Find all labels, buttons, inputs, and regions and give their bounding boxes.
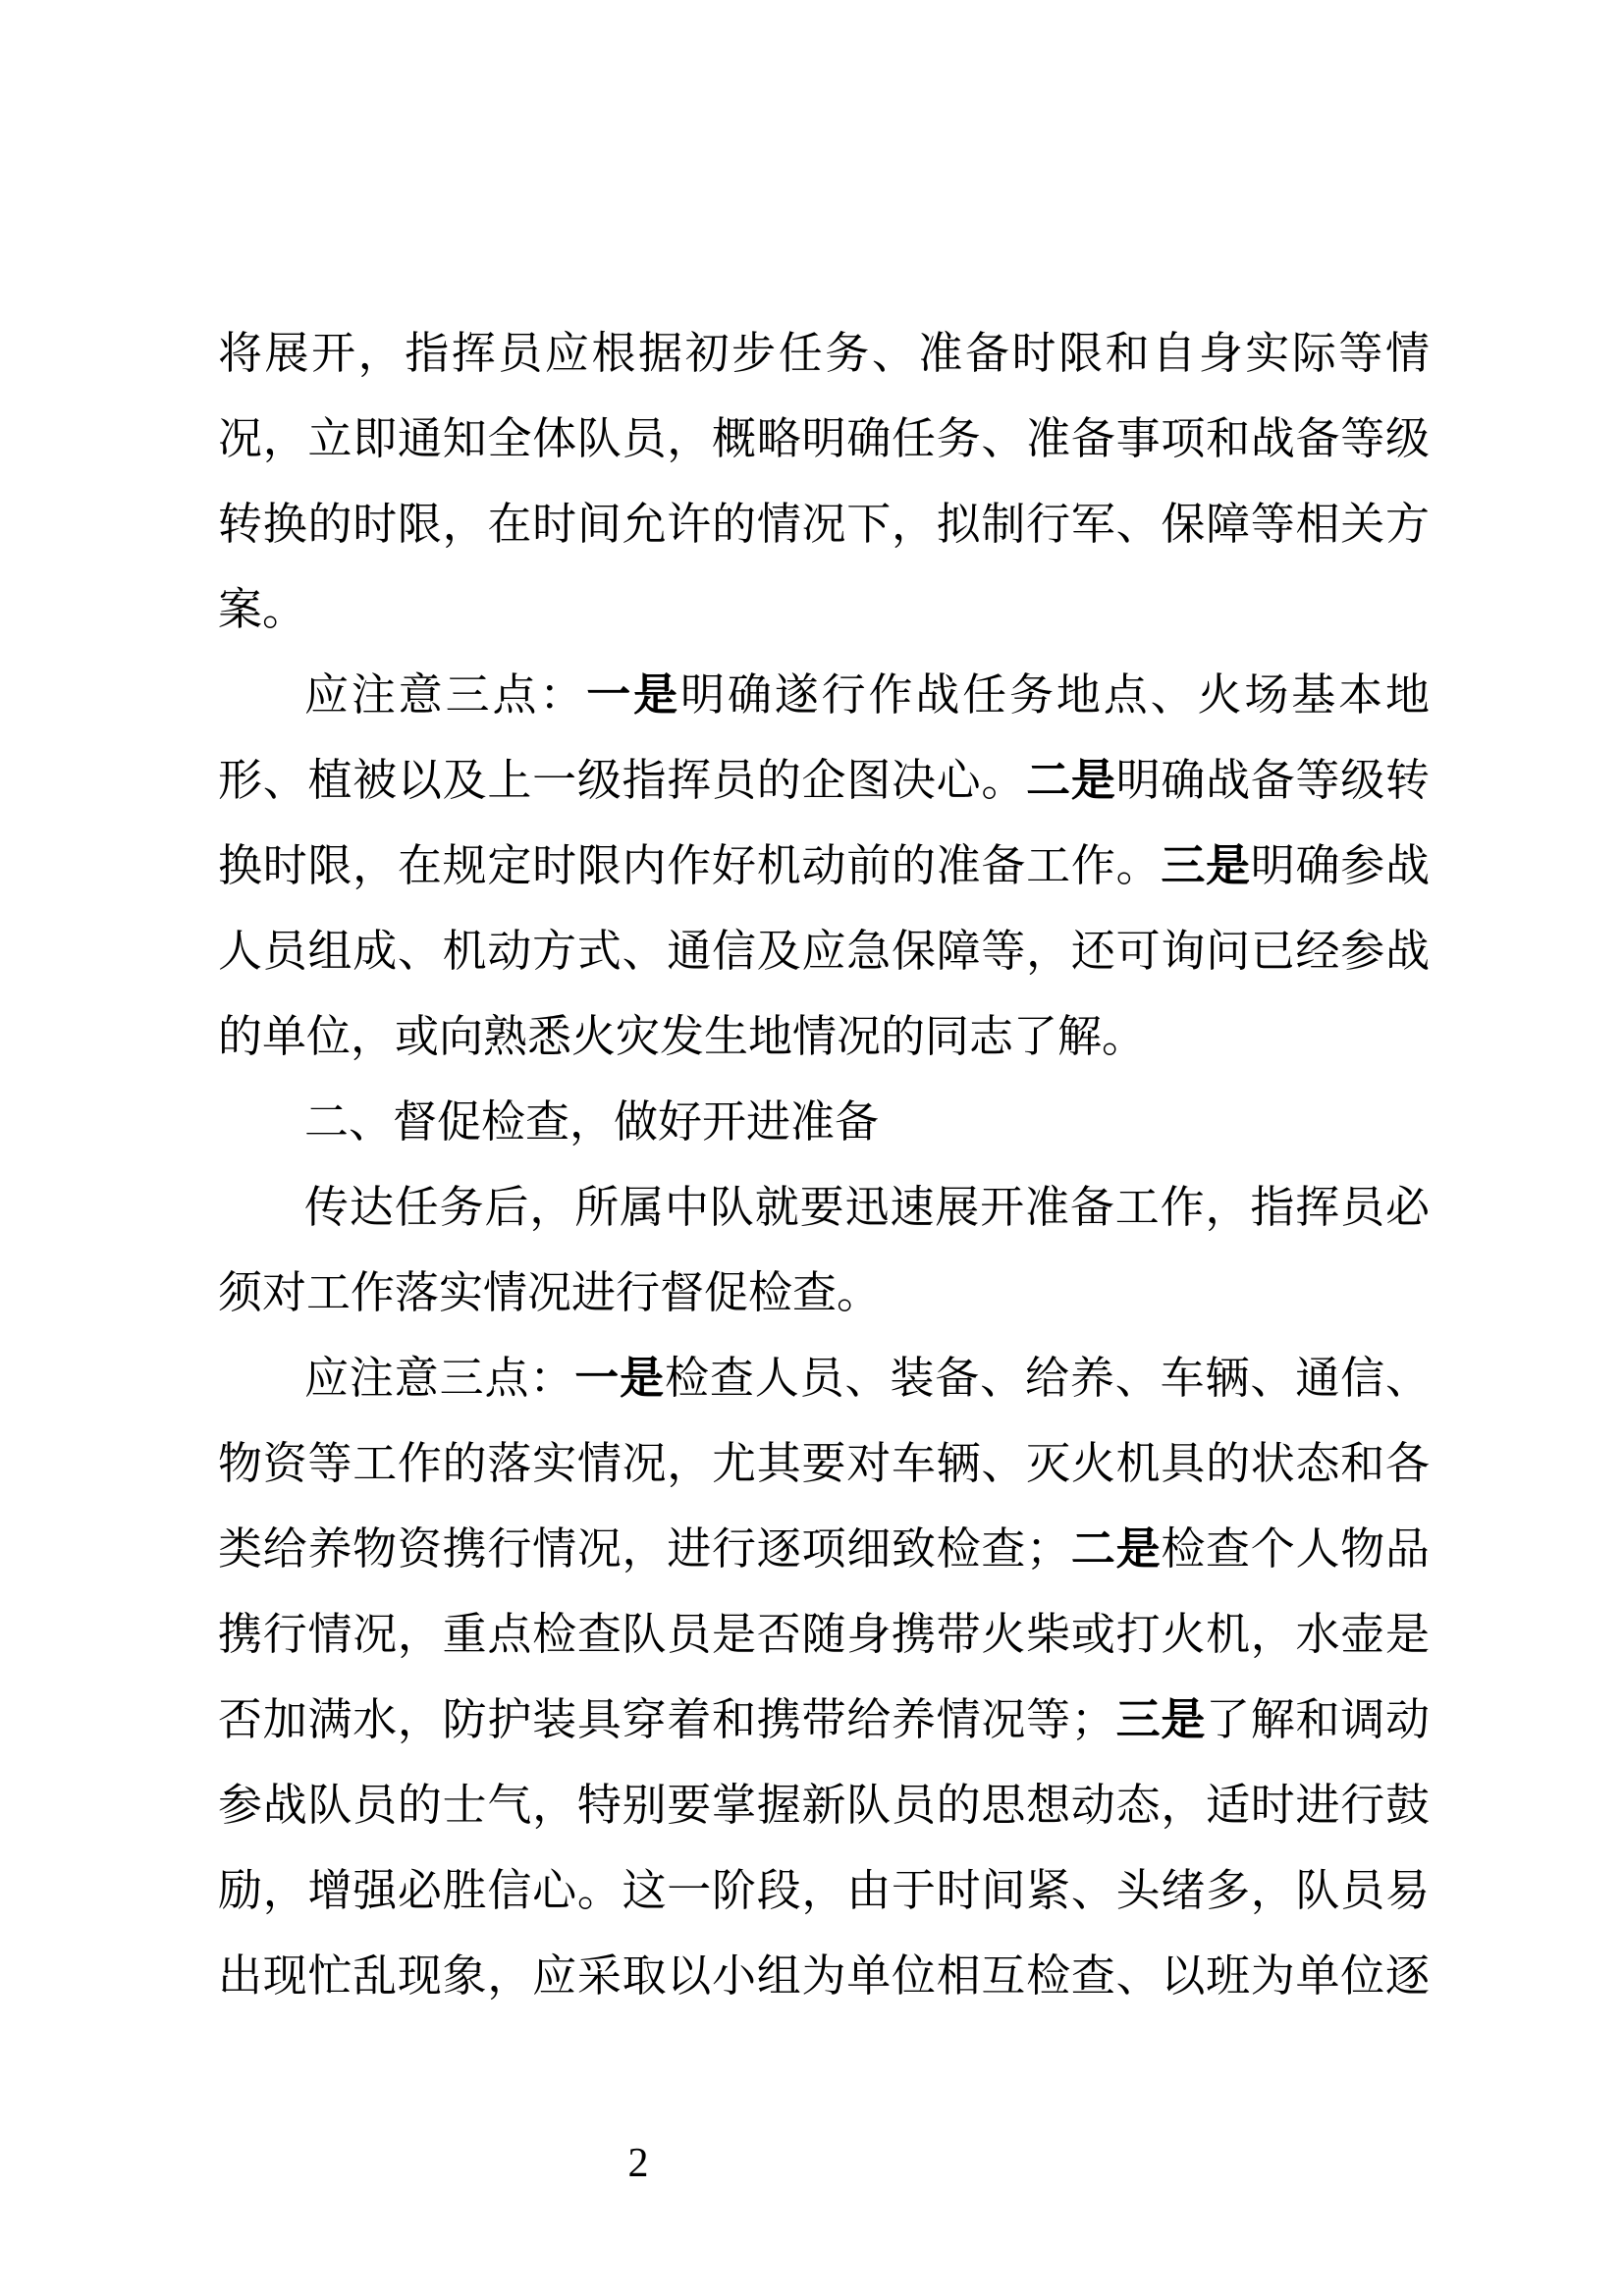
text-run: 出现忙乱现象，应采取以小组为单位相互检查、以班为单位逐: [218, 1949, 1430, 2002]
text-line: [218, 1250, 1430, 1335]
text-line: [218, 1762, 1430, 1847]
text-line: [218, 908, 1430, 993]
text-run: 明确参战: [1250, 839, 1430, 891]
text-line: [218, 566, 1430, 652]
text-line: [218, 1847, 1430, 1933]
text-run: 携行情况，重点检查队员是否随身携带火柴或打火机，水壶是: [218, 1608, 1430, 1660]
text-run: 应注意三点：: [304, 1352, 575, 1404]
text-line: [218, 1335, 1430, 1420]
text-run: 应注意三点：: [304, 668, 587, 721]
text-run: 明确遂行作战任务地点、火场基本地: [679, 668, 1430, 721]
text-line: [218, 1677, 1430, 1762]
text-run: 换时限，在规定时限内作好机动前的准备工作。: [218, 839, 1162, 891]
text-line: [218, 1420, 1430, 1506]
text-run: 检查人员、装备、给养、车辆、通信、: [665, 1352, 1430, 1404]
text-line: [218, 1506, 1430, 1591]
text-run: 否加满水，防护装具穿着和携带给养情况等；: [218, 1693, 1115, 1745]
text-run: 传达任务后，所属中队就要迅速展开准备工作，指挥员必: [304, 1181, 1430, 1233]
text-line: [218, 1079, 1430, 1164]
text-line: [218, 396, 1430, 481]
text-run: 二、督促检查，做好开进准备: [304, 1095, 880, 1148]
text-run: 物资等工作的落实情况，尤其要对车辆、灭火机具的状态和各: [218, 1437, 1430, 1489]
text-line: [218, 1933, 1430, 2018]
text-line: [218, 310, 1430, 396]
text-run: 转换的时限，在时间允许的情况下，拟制行军、保障等相关方: [218, 498, 1430, 550]
text-run: 检查个人物品: [1161, 1522, 1430, 1575]
text-run: 了解和调动: [1206, 1693, 1430, 1745]
text-run: 类给养物资携行情况，进行逐项细致检查；: [218, 1522, 1071, 1575]
bold-text-run: 一是: [586, 668, 680, 721]
bold-text-run: 三是: [1161, 839, 1251, 891]
body-text: [218, 310, 1430, 2018]
text-run: 须对工作落实情况进行督促检查。: [218, 1266, 882, 1318]
text-run: 的单位，或向熟悉火灾发生地情况的同志了解。: [218, 1010, 1147, 1062]
text-run: 励，增强必胜信心。这一阶段，由于时间紧、头绪多，队员易: [218, 1864, 1430, 1916]
page-number: 2: [627, 2141, 649, 2186]
text-line: [218, 1164, 1430, 1250]
text-run: 况，立即通知全体队员，概略明确任务、准备事项和战备等级: [218, 412, 1430, 464]
text-line: [218, 652, 1430, 737]
text-run: 将展开，指挥员应根据初步任务、准备时限和自身实际等情: [218, 327, 1430, 379]
bold-text-run: 二是: [1070, 1522, 1162, 1575]
text-line: [218, 737, 1430, 823]
text-line: [218, 1591, 1430, 1677]
text-run: 明确战备等级转: [1115, 754, 1430, 806]
text-run: 人员组成、机动方式、通信及应急保障等，还可询问已经参战: [218, 925, 1430, 977]
text-line: [218, 823, 1430, 908]
text-line: [218, 481, 1430, 566]
bold-text-run: 一是: [574, 1352, 665, 1404]
text-run: 参战队员的士气，特别要掌握新队员的思想动态，适时进行鼓: [218, 1779, 1430, 1831]
text-line: [218, 993, 1430, 1079]
bold-text-run: 三是: [1114, 1693, 1207, 1745]
text-run: 形、植被以及上一级指挥员的企图决心。: [218, 754, 1027, 806]
bold-text-run: 二是: [1026, 754, 1116, 806]
text-run: 案。: [218, 583, 307, 635]
